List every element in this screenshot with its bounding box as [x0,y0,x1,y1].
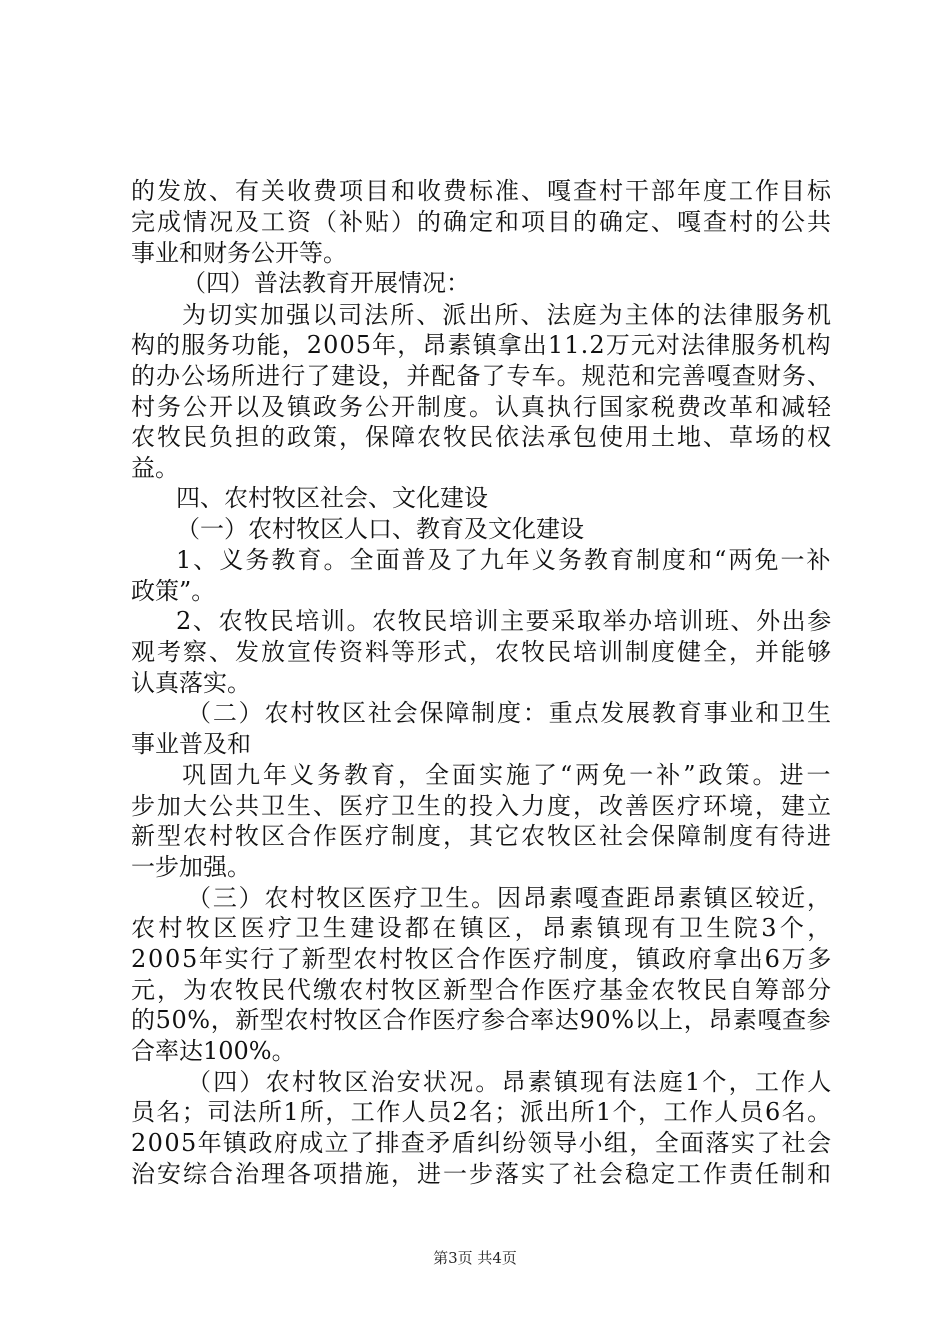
text-line: 的办公场所进行了建设，并配备了专车。规范和完善嘎查财务、 [131,362,833,390]
text-line: 益。 [131,454,179,482]
text-line: 农村牧区医疗卫生建设都在镇区，昂素镇现有卫生院3个， [131,914,835,942]
text-line: 2005年镇政府成立了排查矛盾纠纷领导小组，全面落实了社会 [131,1129,833,1157]
text-line: 观考察、发放宣传资料等形式，农牧民培训制度健全，并能够 [131,638,833,666]
text-line: 农牧民负担的政策，保障农牧民依法承包使用土地、草场的权 [131,423,833,451]
text-line: 合率达100%。 [131,1037,296,1065]
section-heading: 四、农村牧区社会、文化建设 [176,484,488,512]
text-line: 2、农牧民培训。农牧民培训主要采取举办培训班、外出参 [176,607,833,635]
text-line: 巩固九年义务教育，全面实施了“两免一补”政策。进一 [182,761,834,789]
text-line: 的发放、有关收费项目和收费标准、嘎查村干部年度工作目标 [131,177,833,205]
page-number-footer: 第3页 共4页 [433,1249,517,1267]
text-line: 步加大公共卫生、医疗卫生的投入力度，改善医疗环境，建立 [131,792,833,820]
text-line: 事业普及和 [131,730,251,758]
text-line: 2005年实行了新型农村牧区合作医疗制度，镇政府拿出6万多 [131,945,834,973]
text-line: 一步加强。 [131,853,251,881]
section-heading: （一）农村牧区人口、教育及文化建设 [176,515,584,543]
section-heading: （四）普法教育开展情况： [182,269,470,297]
text-line: 员名；司法所1所，工作人员2名；派出所1个，工作人员6名。 [131,1098,833,1126]
text-line: 新型农村牧区合作医疗制度，其它农牧区社会保障制度有待进 [131,822,833,850]
section-heading: （四）农村牧区治安状况。昂素镇现有法庭1个，工作人 [187,1068,834,1096]
text-line: 元，为农牧民代缴农村牧区新型合作医疗基金农牧民自筹部分 [131,976,833,1004]
text-line: 1、义务教育。全面普及了九年义务教育制度和“两免一补 [176,546,833,574]
text-line: 为切实加强以司法所、派出所、法庭为主体的法律服务机 [182,301,834,329]
text-line: 完成情况及工资（补贴）的确定和项目的确定、嘎查村的公共 [131,208,833,236]
section-heading: （三）农村牧区医疗卫生。因昂素嘎查距昂素镇区较近， [187,884,833,912]
section-heading: （二）农村牧区社会保障制度：重点发展教育事业和卫生 [187,699,833,727]
text-line: 政策”。 [131,577,216,605]
text-line: 治安综合治理各项措施，进一步落实了社会稳定工作责任制和 [131,1160,833,1188]
text-line: 认真落实。 [131,669,251,697]
text-line: 事业和财务公开等。 [131,239,347,267]
text-line: 构的服务功能，2005年，昂素镇拿出11.2万元对法律服务机构 [131,331,832,359]
text-line: 村务公开以及镇政务公开制度。认真执行国家税费改革和减轻 [131,393,833,421]
text-line: 的50%，新型农村牧区合作医疗参合率达90%以上，昂素嘎查参 [131,1006,832,1034]
